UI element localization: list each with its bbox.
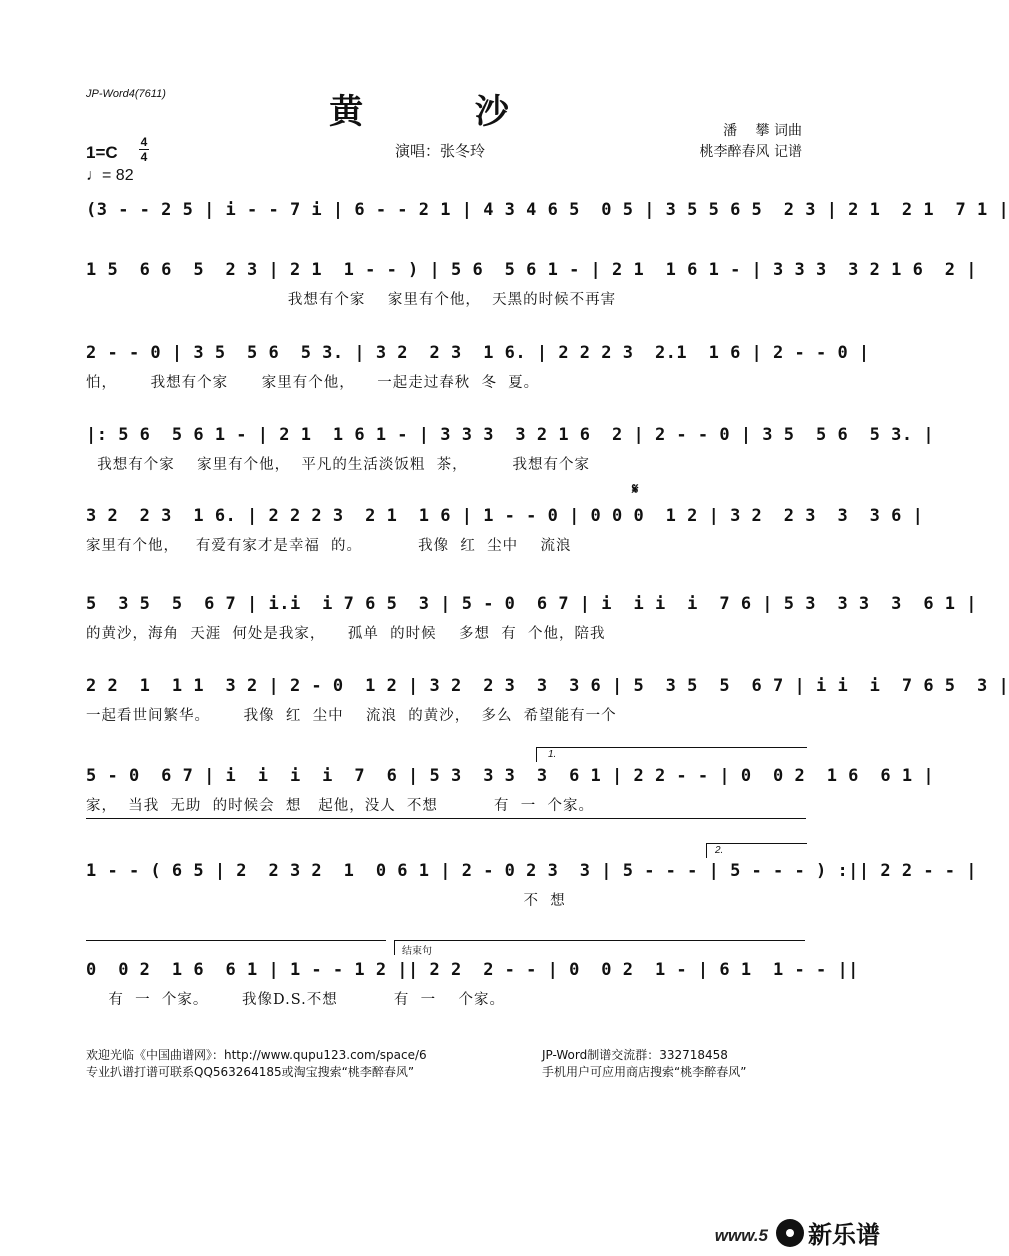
time-signature xyxy=(139,136,149,163)
system-rule-2 xyxy=(86,940,386,941)
first-ending-bracket xyxy=(536,747,807,762)
time-numerator: 4 xyxy=(140,135,148,149)
segno-icon: 𝄋 xyxy=(632,480,639,498)
first-ending-label: 1. xyxy=(548,749,557,760)
watermark-brand: 新乐谱 xyxy=(808,1221,880,1249)
lyrics-line: 一起看世间繁华。 我像 红 尘中 流浪 的黄沙， 多么 希望能有一个 xyxy=(86,708,617,724)
lyrics-line: 家， 当我 无助 的时候会 想 起他，没人 不想 有 一 个家。 xyxy=(86,798,594,814)
tempo-marking: ♩= 82 xyxy=(86,167,134,184)
second-ending-label: 2. xyxy=(715,845,724,856)
lyrics-line: 我想有个家 家里有个他， 平凡的生活淡饭粗 茶， 我想有个家 xyxy=(86,457,590,473)
footer-group: JP-Word制谱交流群：332718458 xyxy=(542,1048,728,1062)
disc-icon xyxy=(776,1219,804,1247)
lyrics-line: 我想有个家 家里有个他， 天黑的时候不再害 xyxy=(86,292,617,308)
lyricist-composer-credit: 潘 攀 词曲 xyxy=(723,123,802,139)
transcriber-credit: 桃李醉春风 记谱 xyxy=(699,144,802,160)
coda-bracket xyxy=(394,940,805,955)
watermark-logo xyxy=(776,1215,880,1250)
notes-line: |: 5 6 5 6 1 - | 2 1 1 6 1 - | 3 3 3 3 2 1 6 2 | 2 - - 0 | 3 5 5 6 5 3. | xyxy=(86,425,935,445)
key-signature: 1=C xyxy=(86,143,118,162)
time-denominator: 4 xyxy=(140,150,148,164)
lyrics-line: 不 想 xyxy=(86,893,566,909)
lyrics-line: 的黄沙，海角 天涯 何处是我家， 孤单 的时候 多想 有 个他，陪我 xyxy=(86,626,606,642)
notes-line: 1 5 6 6 5 2 3 | 2 1 1 - - ) | 5 6 5 6 1 - | 2 1 1 6 1 - | 3 3 3 3 2 1 6 2 | xyxy=(86,260,977,280)
notes-line: 3 2 2 3 1 6. | 2 2 2 3 2 1 1 6 | 1 - - 0 | 0 0 0 1 2 | 3 2 2 3 3 3 6 | xyxy=(86,506,924,526)
singer-credit: 演唱：张冬玲 xyxy=(395,142,486,160)
song-title: 黄 沙 xyxy=(329,92,559,132)
footer-mobile: 手机用户可应用商店搜索“桃李醉春风” xyxy=(542,1065,747,1079)
notes-line: 2 2 1 1 1 3 2 | 2 - 0 1 2 | 3 2 2 3 3 3 6 | 5 3 5 5 6 7 | i i i 7 6 5 3 | xyxy=(86,676,1009,696)
software-label: JP-Word4(7611) xyxy=(86,88,166,100)
notes-line: 0 0 2 1 6 6 1 | 1 - - 1 2 || 2 2 2 - - | 0 0 2 1 - | 6 1 1 - - || xyxy=(86,960,859,980)
system-rule xyxy=(86,818,806,819)
notes-line: (3 - - 2 5 | i - - 7 i | 6 - - 2 1 | 4 3 4 6 5 0 5 | 3 5 5 6 5 2 3 | 2 1 2 1 7 1 | xyxy=(86,200,1009,220)
notes-line: 5 - 0 6 7 | i i i i 7 6 | 5 3 3 3 3 6 1 | 2 2 - - | 0 0 2 1 6 6 1 | xyxy=(86,766,935,786)
watermark-url: www.5 xyxy=(714,1226,768,1245)
footer-website: 欢迎光临《中国曲谱网》：http://www.qupu123.com/space/6 xyxy=(86,1048,427,1062)
notes-line: 5 3 5 5 6 7 | i.i i 7 6 5 3 | 5 - 0 6 7 | i i i i 7 6 | 5 3 3 3 3 6 1 | xyxy=(86,594,977,614)
lyrics-line: 家里有个他， 有爱有家才是幸福 的。 我像 红 尘中 流浪 xyxy=(86,538,572,554)
notes-line: 2 - - 0 | 3 5 5 6 5 3. | 3 2 2 3 1 6. | 2 2 2 3 2.1 1 6 | 2 - - 0 | xyxy=(86,343,870,363)
footer-contact: 专业扒谱打谱可联系QQ563264185或淘宝搜索“桃李醉春风” xyxy=(86,1065,415,1079)
coda-label: 结束句 xyxy=(402,946,432,957)
lyrics-line: 怕， 我想有个家 家里有个他， 一起走过春秋 冬 夏。 xyxy=(86,375,540,391)
lyrics-line: 有 一 个家。 我像D.S.不想 有 一 个家。 xyxy=(86,992,506,1008)
notes-line: 1 - - ( 6 5 | 2 2 3 2 1 0 6 1 | 2 - 0 2 3 3 | 5 - - - | 5 - - - ) :|| 2 2 - - | xyxy=(86,861,977,881)
